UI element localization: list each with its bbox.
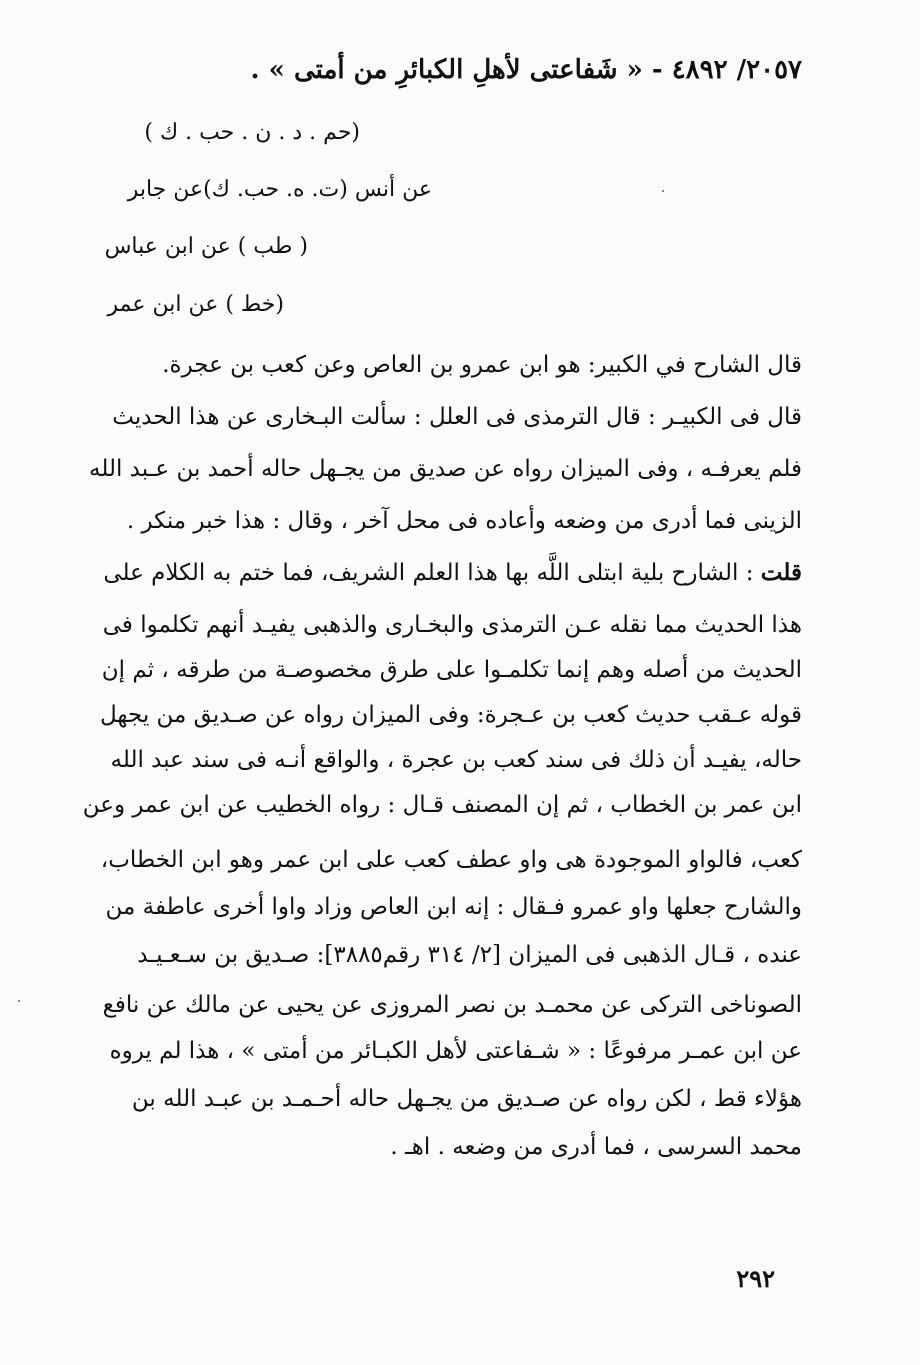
commentary-qult-line: الصوناخى التركى عن محمـد بن نصر المروزى عن يحيى عن مالك عن نافع <box>102 992 802 1018</box>
hadith-source-line: (خط ) عن ابن عمر <box>107 292 284 317</box>
commentary-qult-first-line <box>103 558 802 588</box>
commentary-kabir-line: الزينى فما أدرى من وضعه وأعاده فى محل آخر ، وقال : هذا خبر منكر . <box>126 508 802 534</box>
commentary-qult-line: الحديث من أصله وهم إنما تكلمـوا على طرق مخصوصـة من طرقه ، ثم إن <box>101 657 802 683</box>
commentary-qult-line: عنده ، قـال الذهبى فى الميزان [٢/ ٣١٤ رقم٣٨٨٥]: صـديق بن سـعـيـد <box>137 942 802 968</box>
scan-speck <box>18 1000 20 1002</box>
commentary-qult-line: كعب، فالواو الموجودة هى واو عطف كعب على ابن عمر وهو ابن الخطاب، <box>100 847 802 873</box>
commentary-qult-line: ابن عمر بن الخطاب ، ثم إن المصنف قـال : رواه الخطيب عن ابن عمر وعن <box>82 792 802 818</box>
commentary-qult-line: هذا الحديث مما نقله عـن الترمذى والبخـارى والذهبى يفيـد أنهم تكلموا فى <box>102 612 802 638</box>
hadith-source-line: (حم . د . ن . حب . ك ) <box>144 120 360 145</box>
commentary-qult-line: والشارح جعلها واو عمرو فـقال : إنه ابن العاص وزاد واوا أخرى عاطفة من <box>105 894 802 920</box>
commentary-qult-line: محمد السرسى ، فما أدرى من وضعه . اهـ . <box>390 1134 802 1160</box>
commentary-qult-line: عن ابن عمـر مرفوعًا : « شـفاعتى لأهل الكبـائر من أمتى » ، هذا لم يروه <box>109 1038 802 1064</box>
commentary-qult-line: هؤلاء قط ، لكن رواه عن صـديق من يجـهل حاله أحـمـد بن عبـد الله بن <box>131 1086 802 1112</box>
page-number: ٢٩٢ <box>736 1264 775 1293</box>
commentary-kabir-line: قال فى الكبيـر : قال الترمذى فى العلل : سألت البـخارى عن هذا الحديث <box>112 404 802 430</box>
scan-speck <box>662 190 664 192</box>
commentary-kabir-line: فلم يعرفـه ، وفى الميزان رواه عن صديق من يجـهل حاله أحمد بن عـبد الله <box>89 456 802 482</box>
qult-first-text: : الشارح بلية ابتلى اللَّه بها هذا العلم الشريف، فما ختم به الكلام على <box>103 560 754 586</box>
hadith-source-line: عن أنس (ت. ه. حب. ك)عن جابر <box>127 177 432 202</box>
hadith-title: ٢٠٥٧/ ٤٨٩٢ - « شَفاعتى لأهلِ الكبائرِ من أمتى » . <box>250 55 802 85</box>
commentary-qult-line: حاله، يفيـد أن ذلك فى سند كعب بن عجرة ، والواقع أنـه فى سند عبد الله <box>110 747 802 773</box>
hadith-source-line: ( طب ) عن ابن عباس <box>104 234 308 259</box>
commentary-qult-line: قوله عـقب حديث كعب بن عـجرة: وفى الميزان رواه عن صـديق من يجهل <box>99 702 802 728</box>
qult-label: قلت <box>760 559 802 586</box>
commentary-sharih: قال الشارح في الكبير: هو ابن عمرو بن العاص وعن كعب بن عجرة. <box>162 352 802 378</box>
